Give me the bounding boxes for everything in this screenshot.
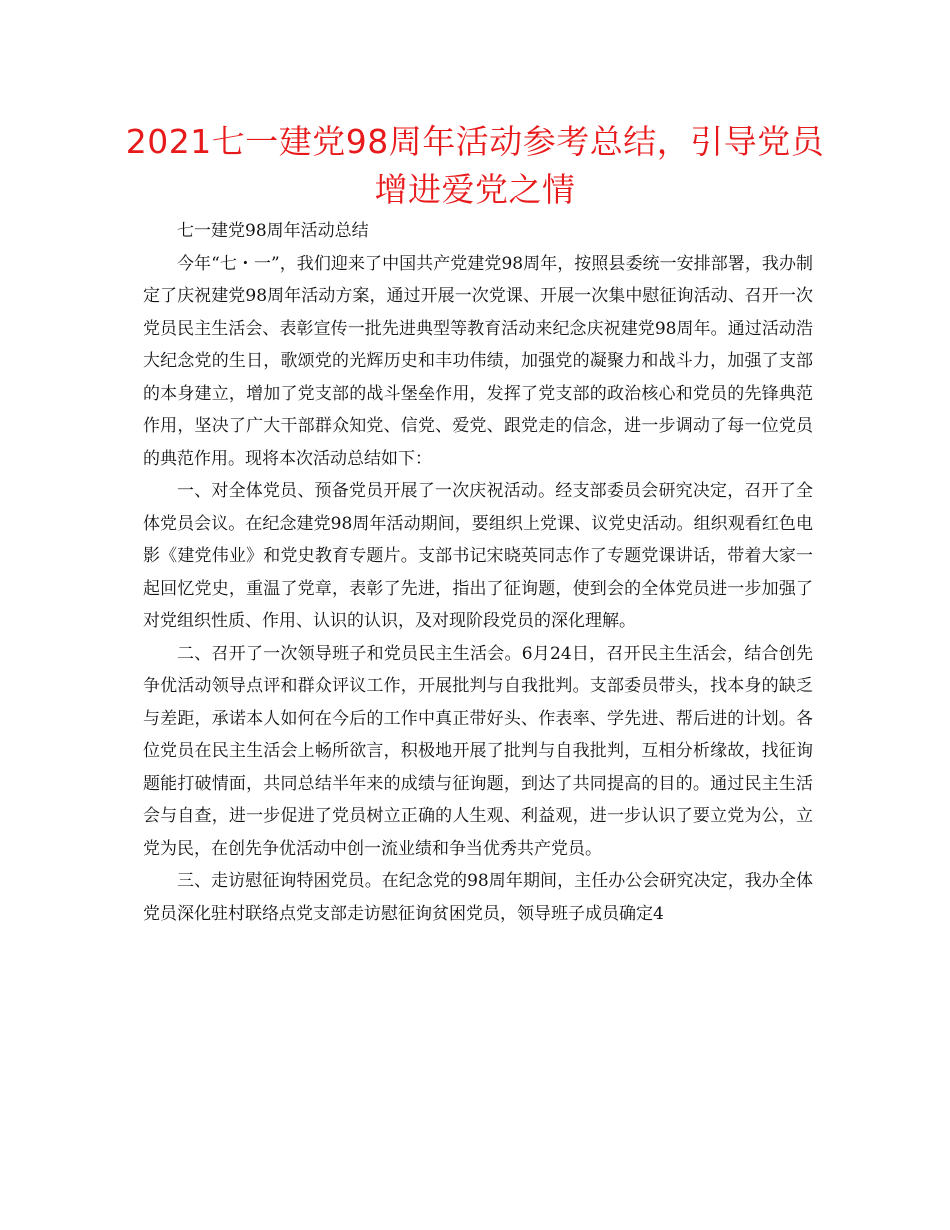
document-body: [143, 215, 813, 930]
document-subtitle: 七一建党98周年活动总结: [177, 221, 369, 241]
paragraph-intro: 今年“七・一”，我们迎来了中国共产党建党98周年，按照县委统一安排部署，我办制定了庆祝建党98周年活动方案，通过开展一次党课、开展一次集中慰征询活动、召开一次党员民主生活会、表彰宣传一批先进典型等教育活动来纪念庆祝建党98周年。通过活动浩大纪念党的生日，歌颂党的光辉历史和丰功伟绩，加强党的凝聚力和战斗力，加强了支部的本身建立，增加了党支部的战斗堡垒作用，发挥了党支部的政治核心和党员的先锋典范作用，坚决了广大干部群众知党、信党、爱党、跟党走的信念，进一步调动了每一位党员的典范作用。现将本次活动总结如下：: [143, 253, 813, 469]
document-title: 2021七一建党98周年活动参考总结，引导党员增进爱党之情: [125, 122, 825, 209]
paragraph-section-2: 二、召开了一次领导班子和党员民主生活会。6月24日，召开民主生活会，结合创先争优活动领导点评和群众评议工作，开展批判与自我批判。支部委员带头，找本身的缺乏与差距，承诺本人如何在今后的工作中真正带好头、作表率、学先进、帮后进的计划。各位党员在民主生活会上畅所欲言，积极地开展了批判与自我批判，互相分析缘故，找征询题能打破情面，共同总结半年来的成绩与征询题，到达了共同提高的目的。通过民主生活会与自查，进一步促进了党员树立正确的人生观、利益观，进一步认识了要立党为公，立党为民，在创先争优活动中创一流业绩和争当优秀共产党员。: [143, 643, 813, 859]
paragraph-section-3: 三、走访慰征询特困党员。在纪念党的98周年期间，主任办公会研究决定，我办全体党员深化驻村联络点党支部走访慰征询贫困党员，领导班子成员确定4: [143, 871, 813, 924]
paragraph-section-1: 一、对全体党员、预备党员开展了一次庆祝活动。经支部委员会研究决定，召开了全体党员会议。在纪念建党98周年活动期间，要组织上党课、议党史活动。组织观看红色电影《建党伟业》和党史教育专题片。支部书记宋晓英同志作了专题党课讲话，带着大家一起回忆党史，重温了党章，表彰了先进，指出了征询题，使到会的全体党员进一步加强了对党组织性质、作用、认识的认识，及对现阶段党员的深化理解。: [143, 481, 813, 631]
